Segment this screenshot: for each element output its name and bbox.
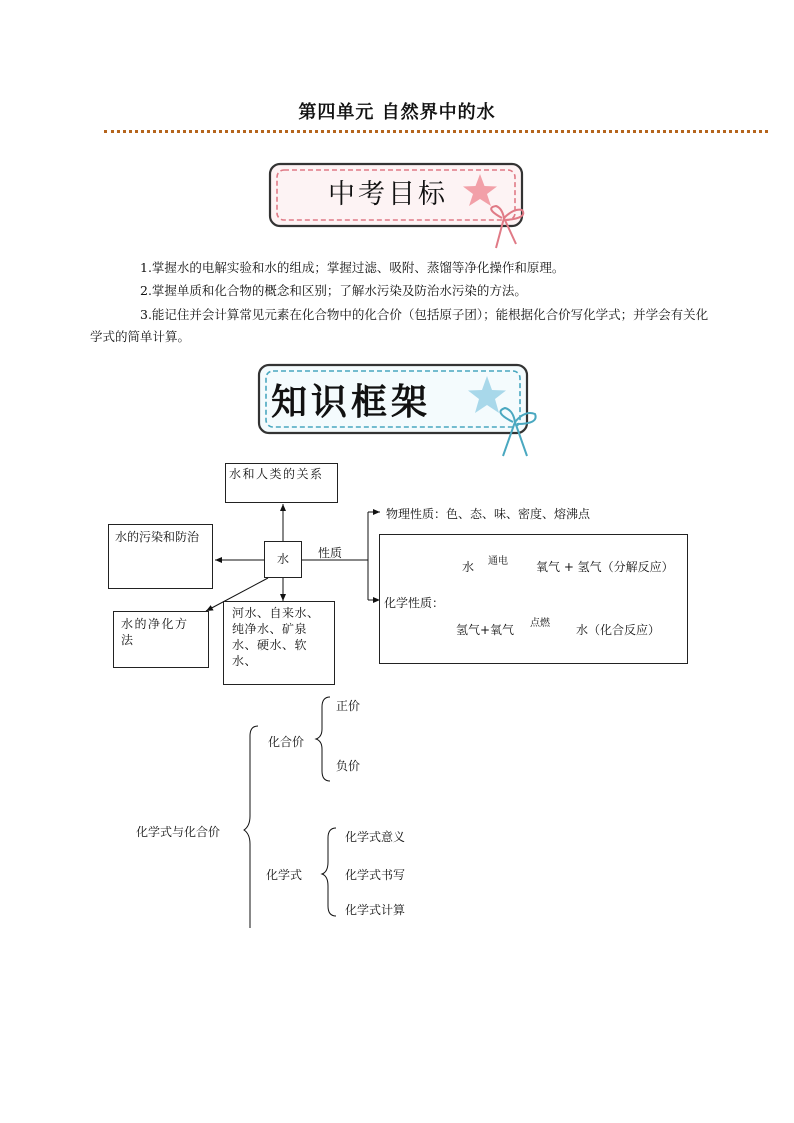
reaction2-reactant: 氢气+氧气 <box>456 623 515 637</box>
goal-item-2: 2.掌握单质和化合物的概念和区别；了解水污染及防治水污染的方法。 <box>140 283 527 298</box>
tree-leaf-positive: 正价 <box>336 699 361 713</box>
goal-item-3: 3.能记住并会计算常见元素在化合物中的化合价（包括原子团）；能根据化合价写化学式；并学会有关化学式的简单计算。 <box>90 307 709 344</box>
tree-leaf-formula-writing: 化学式书写 <box>345 868 406 882</box>
purification-box <box>113 611 209 668</box>
water-types-box <box>223 601 335 685</box>
reaction1-condition: 通电 <box>488 556 508 567</box>
tree-leaf-formula-meaning: 化学式意义 <box>345 830 406 844</box>
physical-property-text: 物理性质：色、态、味、密度、熔沸点 <box>386 507 591 521</box>
chemical-property-label: 化学性质： <box>384 596 445 610</box>
tree-branch-valence: 化合价 <box>268 735 305 749</box>
tree-leaf-formula-calc: 化学式计算 <box>345 903 406 917</box>
goal-item-1: 1.掌握水的电解实验和水的组成；掌握过滤、吸附、蒸馏等净化操作和原理。 <box>140 260 565 275</box>
pollution-box <box>108 524 213 589</box>
water-types-label: 河水、自来水、纯净水、矿泉水、硬水、软水、 <box>232 606 320 668</box>
water-relation-box <box>225 463 338 503</box>
tree-root-label: 化学式与化合价 <box>136 825 221 839</box>
tree-branch-formula: 化学式 <box>266 868 303 882</box>
water-center-label: 水 <box>276 552 289 566</box>
reaction1-reactant: 水 <box>462 560 475 574</box>
water-relation-label: 水和人类的关系 <box>229 467 324 481</box>
reaction1-product: 氧气 + 氢气（分解反应） <box>536 560 674 574</box>
water-center-box <box>264 541 302 578</box>
banner-knowledge-framework-label: 知识框架 <box>271 381 432 423</box>
page-title: 第四单元 自然界中的水 <box>298 102 496 123</box>
banner-exam-goals-label: 中考目标 <box>328 179 448 210</box>
tree-leaf-negative: 负价 <box>336 759 361 773</box>
reaction2-condition: 点燃 <box>530 618 550 629</box>
property-label: 性质 <box>318 546 343 560</box>
purification-label: 水的净化方法 <box>121 617 189 647</box>
reaction2-product: 水（化合反应） <box>576 623 661 637</box>
pollution-label: 水的污染和防治 <box>115 530 200 544</box>
